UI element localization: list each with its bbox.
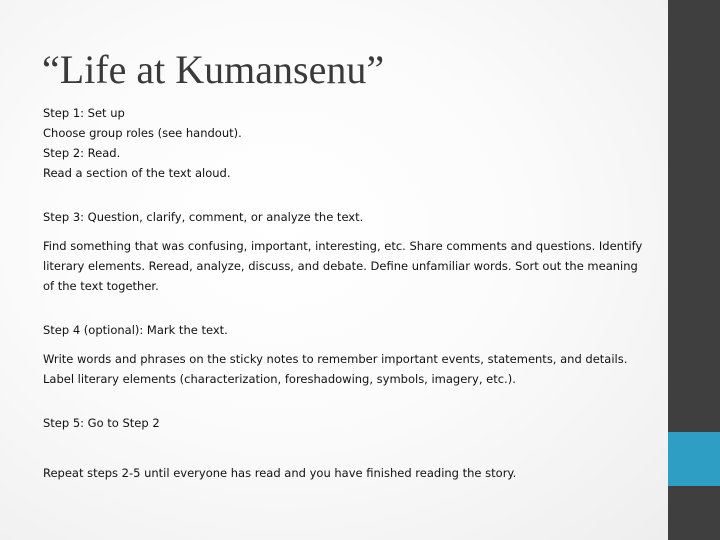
slide-body [43,103,643,483]
step-2-heading: Step 2: Read. [43,146,121,160]
step-5-heading: Step 5: Go to Step 2 [43,416,160,430]
slide-title: “Life at Kumansenu” [42,47,385,92]
step-1-heading: Step 1: Set up [43,106,125,120]
step-4-heading: Step 4 (optional): Mark the text. [43,323,228,337]
step-4-body: Write words and phrases on the sticky notes to remember important events, statements, and details. Label literary elements (characterization, foreshadowing, symbols, imagery, etc.). [43,352,628,386]
step-3-heading: Step 3: Question, clarify, comment, or analyze the text. [43,210,364,224]
step-5-body: Repeat steps 2-5 until everyone has read and you have finished reading the story. [43,466,517,480]
step-3-body: Find something that was confusing, important, interesting, etc. Share comments and questions. Identify literary elements. Reread, analyze, discuss, and debate. Define unfamiliar words. Sort out the meaning of the text together. [43,239,643,293]
step-1-body: Choose group roles (see handout). [43,126,242,140]
sidebar-accent-block [668,432,720,486]
step-2-body: Read a section of the text aloud. [43,166,231,180]
